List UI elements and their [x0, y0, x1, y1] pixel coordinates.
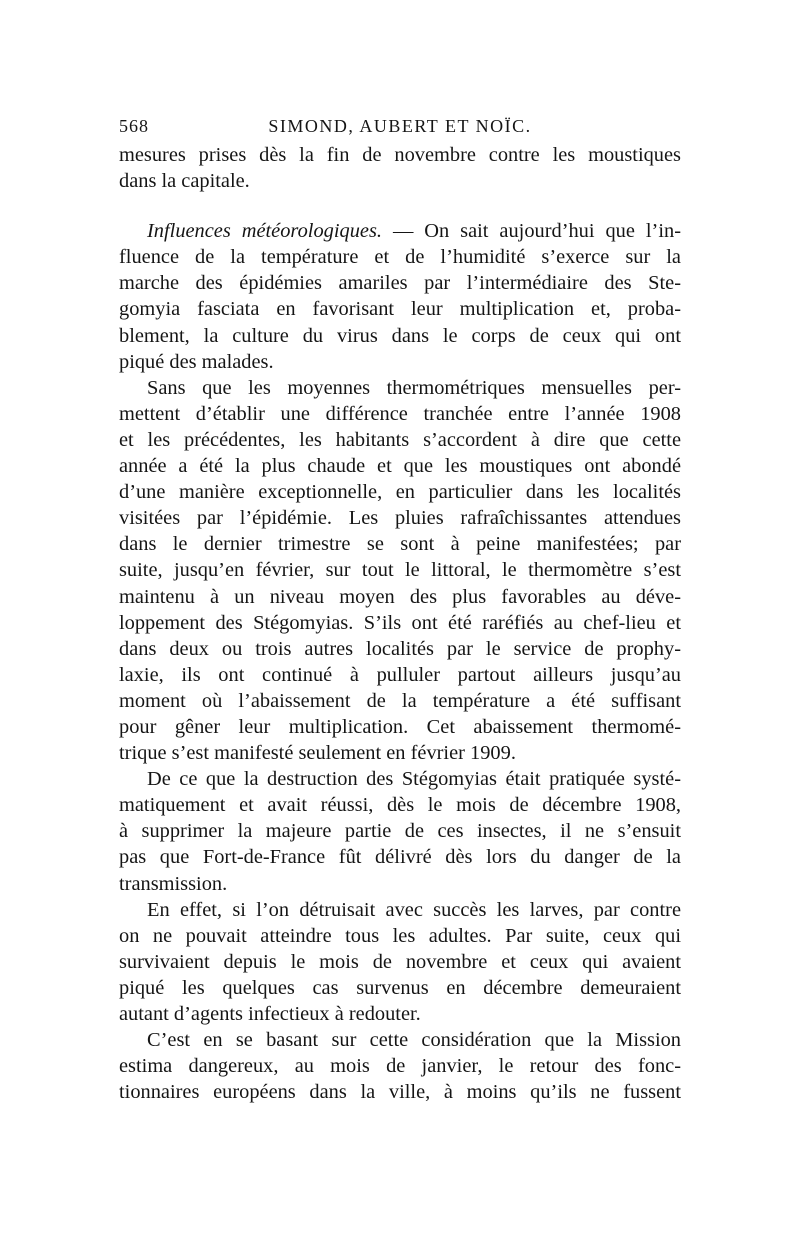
page-number: 568: [119, 116, 149, 136]
text-line: d’une manière exceptionnelle, en particulier dans les localités: [119, 481, 681, 504]
text-line: loppement des Stégomyias. S’ils ont été raréfiés au chef-lieu et: [119, 611, 681, 634]
text-line: visitées par l’épidémie. Les pluies rafraîchissantes attendues: [119, 507, 681, 530]
text-line: gomyia fasciata en favorisant leur multiplication et, proba-: [119, 298, 681, 321]
text-line: laxie, ils ont continué à pulluler partout ailleurs jusqu’au: [119, 663, 681, 686]
text-line: piqué des malades.: [119, 350, 274, 373]
text-line: marche des épidémies amariles par l’intermédiaire des Ste-: [119, 272, 681, 295]
text-line: mettent d’établir une différence tranchée entre l’année 1908: [119, 402, 681, 425]
text-line: moment où l’abaissement de la température a été suffisant: [119, 689, 681, 712]
text-line: mesures prises dès la fin de novembre contre les moustiques: [119, 144, 681, 166]
text-line: dans la capitale.: [119, 170, 250, 193]
text-line: et les précédentes, les habitants s’accordent à dire que cette: [119, 428, 681, 451]
text-line: C’est en se basant sur cette considération que la Mission: [147, 1029, 681, 1052]
text-line: pas que Fort-de-France fût délivré dès lors du danger de la: [119, 846, 681, 869]
section-heading: Influences météorologiques.: [147, 220, 382, 243]
book-page: [119, 108, 681, 1105]
section-gap: [119, 194, 681, 218]
text-line: survivaient depuis le mois de novembre et ceux qui avaient: [119, 950, 681, 973]
text-line: matiquement et avait réussi, dès le mois de décembre 1908,: [119, 794, 681, 817]
text-line: blement, la culture du virus dans le corps de ceux qui ont: [119, 324, 681, 347]
text-line: année a été la plus chaude et que les moustiques ont abondé: [119, 455, 681, 478]
text-line: fluence de la température et de l’humidité s’exerce sur la: [119, 246, 681, 269]
text-line: En effet, si l’on détruisait avec succès les larves, par contre: [147, 898, 681, 921]
text-line: Sans que les moyennes thermométriques mensuelles per-: [147, 376, 681, 399]
text-line: on ne pouvait atteindre tous les adultes. Par suite, ceux qui: [119, 924, 681, 947]
text-line: transmission.: [119, 872, 228, 895]
text-line: dans deux ou trois autres localités par le service de prophy-: [119, 637, 681, 660]
section-first-line: [119, 218, 681, 244]
running-title: SIMOND, AUBERT ET NOÏC.: [268, 116, 532, 136]
body-text: [119, 142, 681, 1105]
text-line: tionnaires européens dans la ville, à moins qu’ils ne fussent: [119, 1081, 681, 1104]
text-line: maintenu à un niveau moyen des plus favorables au déve-: [119, 585, 681, 608]
text-line: dans le dernier trimestre se sont à peine manifestées; par: [119, 533, 681, 556]
text-line: trique s’est manifesté seulement en février 1909.: [119, 742, 516, 765]
text-line: piqué les quelques cas survenus en décembre demeuraient: [119, 976, 681, 999]
text-line: à supprimer la majeure partie de ces insectes, il ne s’ensuit: [119, 820, 681, 843]
text-line: suite, jusqu’en février, sur tout le littoral, le thermomètre s’est: [119, 559, 681, 582]
running-header: [119, 108, 681, 142]
text-line: autant d’agents infectieux à redouter.: [119, 1003, 421, 1025]
text-line-fragment: — On sait aujourd’hui que l’in-: [382, 220, 681, 243]
text-line: estima dangereux, au mois de janvier, le retour des fonc-: [119, 1055, 681, 1078]
text-line: pour gêner leur multiplication. Cet abaissement thermomé-: [119, 715, 681, 738]
text-line: De ce que la destruction des Stégomyias était pratiquée systé-: [147, 768, 681, 791]
